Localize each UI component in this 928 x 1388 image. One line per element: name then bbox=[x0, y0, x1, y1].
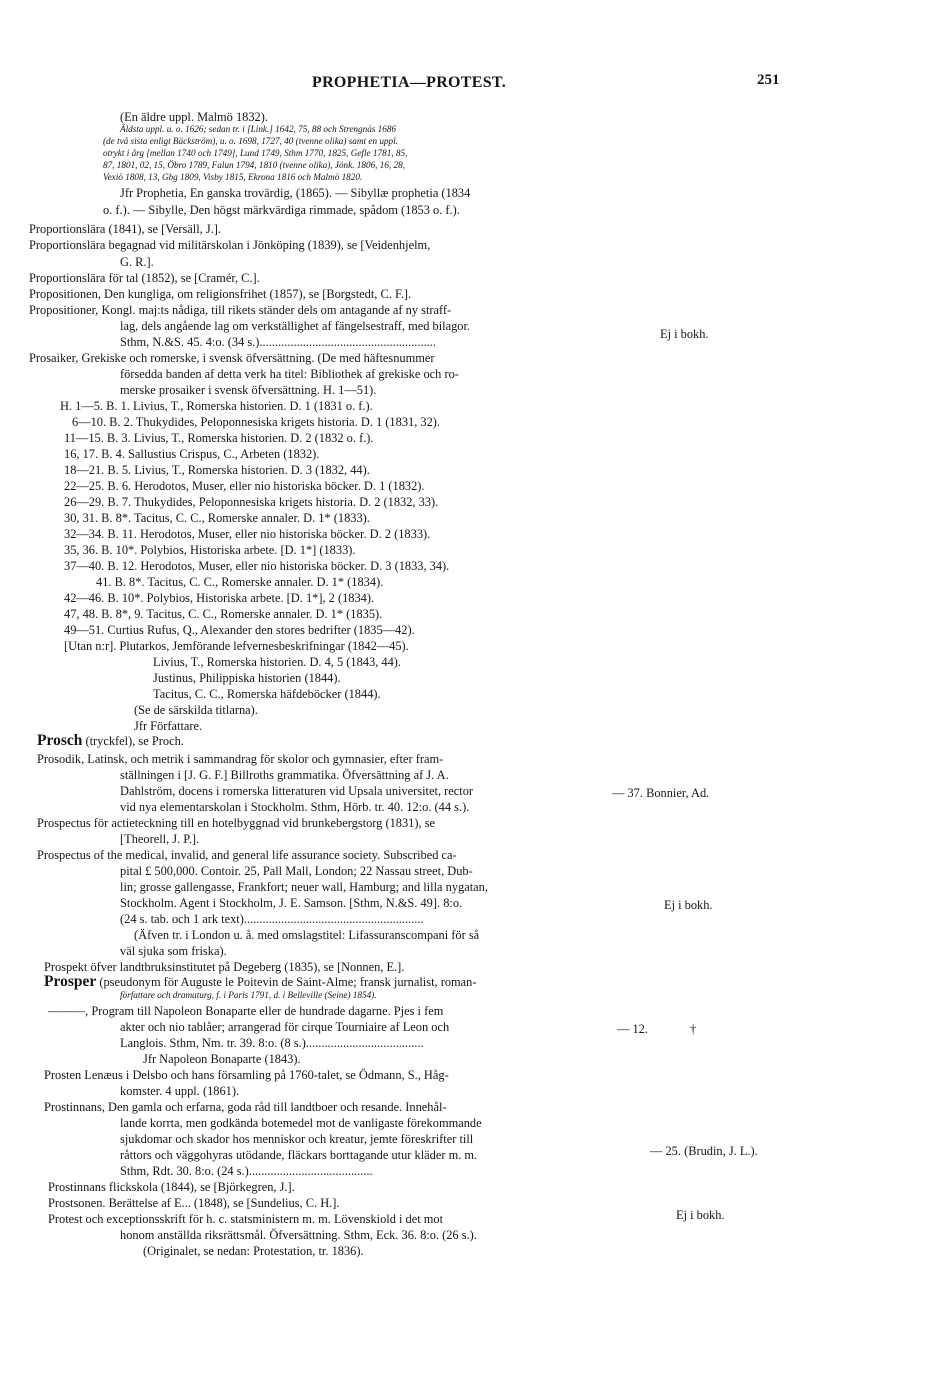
catalog-line: Langlois. Sthm, Nm. tr. 39. 8:o. (8 s.)...................................... bbox=[120, 1036, 424, 1050]
catalog-line: 37—40. B. 12. Herodotos, Muser, eller nio historiska böcker. D. 3 (1833, 34). bbox=[64, 559, 450, 573]
catalog-line: (Se de särskilda titlarna). bbox=[134, 703, 258, 717]
catalog-line: Sthm, N.&S. 45. 4:o. (34 s.)......................................................... bbox=[120, 335, 436, 349]
catalog-line: lin; grosse gallengasse, Frankfort; neuer wall, Hamburg; and lilla nygatan, bbox=[120, 880, 488, 894]
page-number: 251 bbox=[757, 72, 780, 88]
price-note: Ej i bokh. bbox=[664, 898, 713, 912]
price-note: — 25. (Brudin, J. L.). bbox=[650, 1144, 758, 1158]
catalog-line: 11—15. B. 3. Livius, T., Romerska historien. D. 2 (1832 o. f.). bbox=[64, 431, 374, 445]
catalog-line: Prospectus för actieteckning till en hotelbyggnad vid brunkebergstorg (1831), se bbox=[37, 816, 436, 830]
catalog-line: komster. 4 uppl. (1861). bbox=[120, 1084, 240, 1098]
catalog-line: Prospekt öfver landtbruksinstitutet på Degeberg (1835), se [Nonnen, E.]. bbox=[44, 960, 405, 974]
catalog-line: (Originalet, se nedan: Protestation, tr. 1836). bbox=[143, 1244, 364, 1258]
entry-text: (pseudonym för Auguste le Poitevin de Saint-Alme; fransk jurnalist, roman- bbox=[96, 975, 477, 989]
catalog-line: Prostsonen. Berättelse af E... (1848), se [Sundelius, C. H.]. bbox=[48, 1196, 340, 1210]
catalog-line: (24 s. tab. och 1 ark text).......................................................... bbox=[120, 912, 424, 926]
catalog-line: vid nya elementarskolan i Stockholm. Sthm, Hörb. tr. 40. 12:o. (44 s.). bbox=[120, 800, 470, 814]
catalog-line: 41. B. 8*. Tacitus, C. C., Romerske annaler. D. 1* (1834). bbox=[96, 575, 384, 589]
catalog-line: akter och nio tablåer; arrangerad för cirque Tourniaire af Leon och bbox=[120, 1020, 450, 1034]
catalog-line: Sthm, Rdt. 30. 8:o. (24 s.)........................................ bbox=[120, 1164, 373, 1178]
catalog-line: merske prosaiker i svensk öfversättning. H. 1—51). bbox=[120, 383, 377, 397]
catalog-line: lande korrta, men godkända botemedel mot de vanligaste förekommande bbox=[120, 1116, 482, 1130]
catalog-line: försedda banden af detta verk ha titel: Bibliothek af grekiske och ro- bbox=[120, 367, 459, 381]
catalog-line: otrykt i årg [mellan 1740 och 1749], Lund 1749, Sthm 1770, 1825, Gefle 1781, 85, bbox=[103, 148, 408, 158]
entry-text: (tryckfel), se Proch. bbox=[82, 734, 184, 748]
catalog-line: 35, 36. B. 10*. Polybios, Historiska arbete. [D. 1*] (1833). bbox=[64, 543, 356, 557]
catalog-line: 16, 17. B. 4. Sallustius Crispus, C., Arbeten (1832). bbox=[64, 447, 320, 461]
catalog-line: sjukdomar och skador hos menniskor och kreatur, jemte föreskrifter till bbox=[120, 1132, 474, 1146]
catalog-line: väl sjuka som friska). bbox=[120, 944, 227, 958]
catalog-line: 49—51. Curtius Rufus, Q., Alexander den stores bedrifter (1835—42). bbox=[64, 623, 415, 637]
catalog-line: Propositionen, Den kungliga, om religionsfrihet (1857), se [Borgstedt, C. F.]. bbox=[29, 287, 412, 301]
catalog-line: Äldsta uppl. u. o. 1626; sedan tr. i [Link.] 1642, 75, 88 och Strengnäs 1686 bbox=[120, 124, 397, 134]
catalog-line: G. R.]. bbox=[120, 255, 154, 269]
catalog-line: (Äfven tr. i London u. å. med omslagstitel: Lifassuranscompani för så bbox=[134, 928, 480, 942]
catalog-line: 87, 1801, 02, 15, Öbro 1789, Falun 1794, 1810 (tvenne olika), Jönk. 1806, 16, 28, bbox=[103, 160, 406, 170]
catalog-line: ———, Program till Napoleon Bonaparte eller de hundrade dagarne. Pjes i fem bbox=[48, 1004, 444, 1018]
catalog-line: pital £ 500,000. Contoir. 25, Pall Mall, London; 22 Nassau street, Dub- bbox=[120, 864, 473, 878]
catalog-line: Prosaiker, Grekiske och romerske, i svensk öfversättning. (De med häftesnummer bbox=[29, 351, 435, 365]
catalog-line: Prostinnans flickskola (1844), se [Björkegren, J.]. bbox=[48, 1180, 295, 1194]
price-note: Ej i bokh. bbox=[676, 1208, 725, 1222]
catalog-line: 6—10. B. 2. Thukydides, Peloponnesiska krigets historia. D. 1 (1831, 32). bbox=[72, 415, 441, 429]
entry-heading: Prosper bbox=[44, 973, 97, 990]
catalog-line: Livius, T., Romerska historien. D. 4, 5 (1843, 44). bbox=[153, 655, 402, 669]
catalog-line: Jfr Författare. bbox=[134, 719, 203, 733]
catalog-line: Prosodik, Latinsk, och metrik i sammandrag för skolor och gymnasier, efter fram- bbox=[37, 752, 444, 766]
catalog-line: [Theorell, J. P.]. bbox=[120, 832, 200, 846]
catalog-line: (de två sista enligt Bäckström), u. o. 1698, 1727, 40 (tvenne olika) samt en uppl. bbox=[103, 136, 398, 146]
entry-heading: Prosch bbox=[37, 732, 83, 749]
catalog-line bbox=[44, 975, 477, 989]
catalog-line: H. 1—5. B. 1. Livius, T., Romerska historien. D. 1 (1831 o. f.). bbox=[60, 399, 373, 413]
price-note: Ej i bokh. bbox=[660, 327, 709, 341]
catalog-line: o. f.). — Sibylle, Den högst märkvärdiga rimmade, spådom (1853 o. f.). bbox=[103, 203, 460, 217]
catalog-line: Vexiö 1808, 13, Gbg 1809, Visby 1815, Ekrona 1816 och Malmö 1820. bbox=[103, 172, 363, 182]
catalog-line: Jfr Prophetia, En ganska trovärdig, (1865). — Sibyllæ prophetia (1834 bbox=[120, 186, 471, 200]
catalog-line: Prosten Lenæus i Delsbo och hans församling på 1760-talet, se Ödmann, S., Håg- bbox=[44, 1068, 449, 1082]
catalog-line: honom anställda riksrättsmål. Öfversättning. Sthm, Eck. 36. 8:o. (26 s.). bbox=[120, 1228, 477, 1242]
catalog-line: Proportionslära för tal (1852), se [Cramér, C.]. bbox=[29, 271, 260, 285]
catalog-line: råttors och väggohyras utödande, fläckars borttagande utur kläder m. m. bbox=[120, 1148, 478, 1162]
page-title: PROPHETIA—PROTEST. bbox=[312, 74, 507, 91]
price-note: — 12. bbox=[617, 1022, 648, 1036]
catalog-line: lag, dels angående lag om verkställighet af fängelsestraff, med bilagor. bbox=[120, 319, 471, 333]
catalog-line: Stockholm. Agent i Stockholm, J. E. Samson. [Sthm, N.&S. 49]. 8:o. bbox=[120, 896, 463, 910]
catalog-line: 18—21. B. 5. Livius, T., Romerska historien. D. 3 (1832, 44). bbox=[64, 463, 370, 477]
catalog-line: Prospectus of the medical, invalid, and general life assurance society. Subscribed ca- bbox=[37, 848, 457, 862]
price-note: — 37. Bonnier, Ad. bbox=[612, 786, 710, 800]
catalog-line: Proportionslära (1841), se [Versäll, J.]. bbox=[29, 222, 222, 236]
catalog-line: Justinus, Philippiska historien (1844). bbox=[153, 671, 341, 685]
catalog-line: Proportionslära begagnad vid militärskolan i Jönköping (1839), se [Veidenhjelm, bbox=[29, 238, 431, 252]
catalog-line: Prostinnans, Den gamla och erfarna, goda råd till landtboer och resande. Innehål- bbox=[44, 1100, 447, 1114]
catalog-line: 22—25. B. 6. Herodotos, Muser, eller nio historiska böcker. D. 1 (1832). bbox=[64, 479, 425, 493]
catalog-line: 30, 31. B. 8*. Tacitus, C. C., Romerske annaler. D. 1* (1833). bbox=[64, 511, 370, 525]
catalog-line: Propositioner, Kongl. maj:ts nådiga, till rikets ständer dels om antagande af ny straff- bbox=[29, 303, 452, 317]
catalog-line: [Utan n:r]. Plutarkos, Jemförande lefvernesbeskrifningar (1842—45). bbox=[64, 639, 409, 653]
catalog-line: Dahlström, docens i romerska litteraturen vid Upsala universitet, rector bbox=[120, 784, 474, 798]
catalog-line: 42—46. B. 10*. Polybios, Historiska arbete. [D. 1*], 2 (1834). bbox=[64, 591, 375, 605]
catalog-line: författare och dramaturg, f. i Paris 1791, d. i Belleville (Seine) 1854). bbox=[120, 990, 377, 1000]
catalog-line: 47, 48. B. 8*, 9. Tacitus, C. C., Romerske annaler. D. 1* (1835). bbox=[64, 607, 383, 621]
catalog-line: 26—29. B. 7. Thukydides, Peloponnesiska krigets historia. D. 2 (1832, 33). bbox=[64, 495, 439, 509]
catalog-line: (En äldre uppl. Malmö 1832). bbox=[120, 110, 268, 124]
catalog-line: Protest och exceptionsskrift för h. c. statsministern m. m. Lövenskiold i det mot bbox=[48, 1212, 444, 1226]
catalog-line: ställningen i [J. G. F.] Billroths grammatika. Öfversättning af J. A. bbox=[120, 768, 449, 782]
catalog-line: 32—34. B. 11. Herodotos, Muser, eller nio historiska böcker. D. 2 (1833). bbox=[64, 527, 431, 541]
catalog-line bbox=[37, 734, 184, 748]
price-note: † bbox=[690, 1022, 697, 1036]
catalog-line: Tacitus, C. C., Romerska häfdeböcker (1844). bbox=[153, 687, 381, 701]
catalog-line: Jfr Napoleon Bonaparte (1843). bbox=[143, 1052, 301, 1066]
